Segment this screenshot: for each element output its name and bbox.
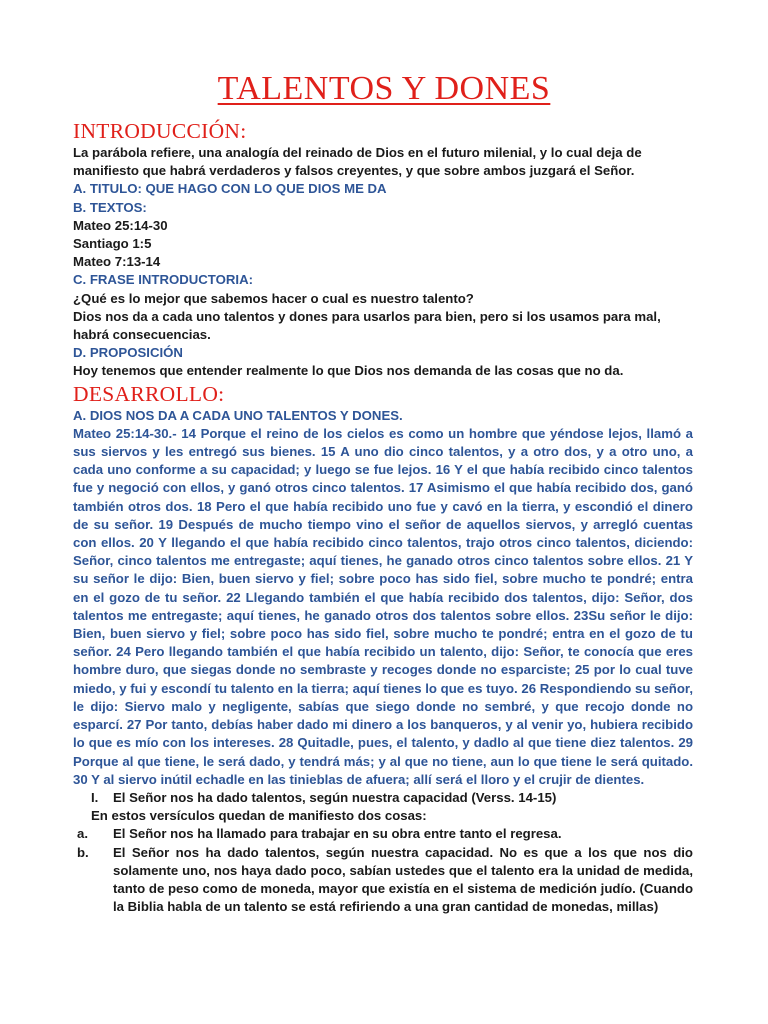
list-item-a	[77, 825, 693, 843]
intro-paragraph: La parábola refiere, una analogía del reinado de Dios en el futuro milenial, y lo cual deja de manifiesto que habrá verdaderos y falsos creyentes, y que sobre ambos juzgará el Señor.	[73, 145, 642, 179]
roman-numeral: I.	[91, 789, 99, 805]
list-item-text: El Señor nos ha llamado para trabajar en su obra entre tanto el regresa.	[113, 826, 562, 842]
point-a-heading: A. DIOS NOS DA A CADA UNO TALENTOS Y DONES.	[73, 407, 403, 423]
texto-ref-1: Mateo 25:14-30	[73, 217, 168, 233]
frase-question: ¿Qué es lo mejor que sabemos hacer o cual es nuestro talento?	[73, 290, 474, 306]
proposicion-text: Hoy tenemos que entender realmente lo que Dios nos demanda de las cosas que no da.	[73, 363, 624, 379]
document-body	[73, 118, 693, 916]
intro-heading: INTRODUCCIÓN:	[73, 119, 247, 143]
scripture-passage: Mateo 25:14-30.- 14 Porque el reino de los cielos es como un hombre que yéndose lejos, llamó a sus siervos y les entregó sus bienes. 15 A uno dio cinco talentos, y a otro dos, y a otro uno, a cada uno conforme a su capacidad; y luego se fue lejos. 16 Y el que había recibido cinco talentos fue y negoció con ellos, y ganó otros cinco talentos. 17 Asimismo el que había recibido dos, ganó también otros dos. 18 Pero el que había recibido uno fue y cavó en la tierra, y escondió el dinero de su señor. 19 Después de mucho tiempo vino el señor de aquellos siervos, y arregló cuentas con ellos. 20 Y llegando el que había recibido cinco talentos, trajo otros cinco talentos, diciendo: Señor, cinco talentos me entregaste; aquí tienes, he ganado otros cinco talentos sobre ellos. 21 Y su señor le dijo: Bien, buen siervo y fiel; sobre poco has sido fiel, sobre mucho te pondré; entra en el gozo de tu señor. 22 Llegando también el que había recibido dos talentos, dijo: Señor, dos talentos me entregaste; aquí tienes, he ganado otros dos talentos sobre ellos. 23Su señor le dijo: Bien, buen siervo y fiel; sobre poco has sido fiel, sobre mucho te pondré; entra en el gozo de tu señor. 24 Pero llegando también el que había recibido un talento, dijo: Señor, te conocía que eres hombre duro, que siegas donde no sembraste y recoges donde no esparciste; 25 por lo cual tuve miedo, y fui y escondí tu talento en la tierra; aquí tienes lo que es tuyo. 26 Respondiendo su señor, le dijo: Siervo malo y negligente, sabías que siego donde no sembré, y que recojo donde no esparcí. 27 Por tanto, debías haber dado mi dinero a los banqueros, y al venir yo, hubiera recibido lo que es mío con los intereses. 28 Quitadle, pues, el talento, y dadlo al que tiene diez talentos. 29 Porque al que tiene, le será dado, y tendrá más; y al que no tiene, aun lo que tiene le será quitado. 30 Y al siervo inútil echadle en las tinieblas de afuera; allí será el lloro y el crujir de dientes.	[73, 425, 693, 787]
titulo-label: A. TITULO: QUE HAGO CON LO QUE DIOS ME DA	[73, 181, 387, 197]
texto-ref-3: Mateo 7:13-14	[73, 254, 161, 270]
manifest-intro: En estos versículos quedan de manifiesto dos cosas:	[91, 808, 427, 824]
desarrollo-heading: DESARROLLO:	[73, 381, 225, 406]
roman-point-1	[91, 789, 693, 807]
roman-point-text: El Señor nos ha dado talentos, según nuestra capacidad (Verss. 14-15)	[113, 789, 557, 805]
list-item-text: El Señor nos ha dado talentos, según nuestra capacidad. No es que a los que nos dio solamente uno, nos haya dado poco, sabían ustedes que el talento era la unidad de medida, tanto de peso como de moneda, mayor que existía en el sistema de medición judío. (Cuando la Biblia habla de un talento se está refiriendo a una gran cantidad de monedas, millas)	[113, 844, 693, 915]
frase-label: C. FRASE INTRODUCTORIA:	[73, 272, 253, 288]
textos-label: B. TEXTOS:	[73, 199, 147, 215]
list-item-b	[77, 844, 693, 917]
proposicion-label: D. PROPOSICIÓN	[73, 345, 183, 361]
list-letter: a.	[77, 826, 88, 842]
list-letter: b.	[77, 844, 89, 860]
document-title: TALENTOS Y DONES	[217, 70, 551, 107]
frase-statement: Dios nos da a cada uno talentos y dones para usarlos para bien, pero si los usamos para mal, habrá consecuencias.	[73, 308, 661, 343]
texto-ref-2: Santiago 1:5	[73, 236, 152, 252]
